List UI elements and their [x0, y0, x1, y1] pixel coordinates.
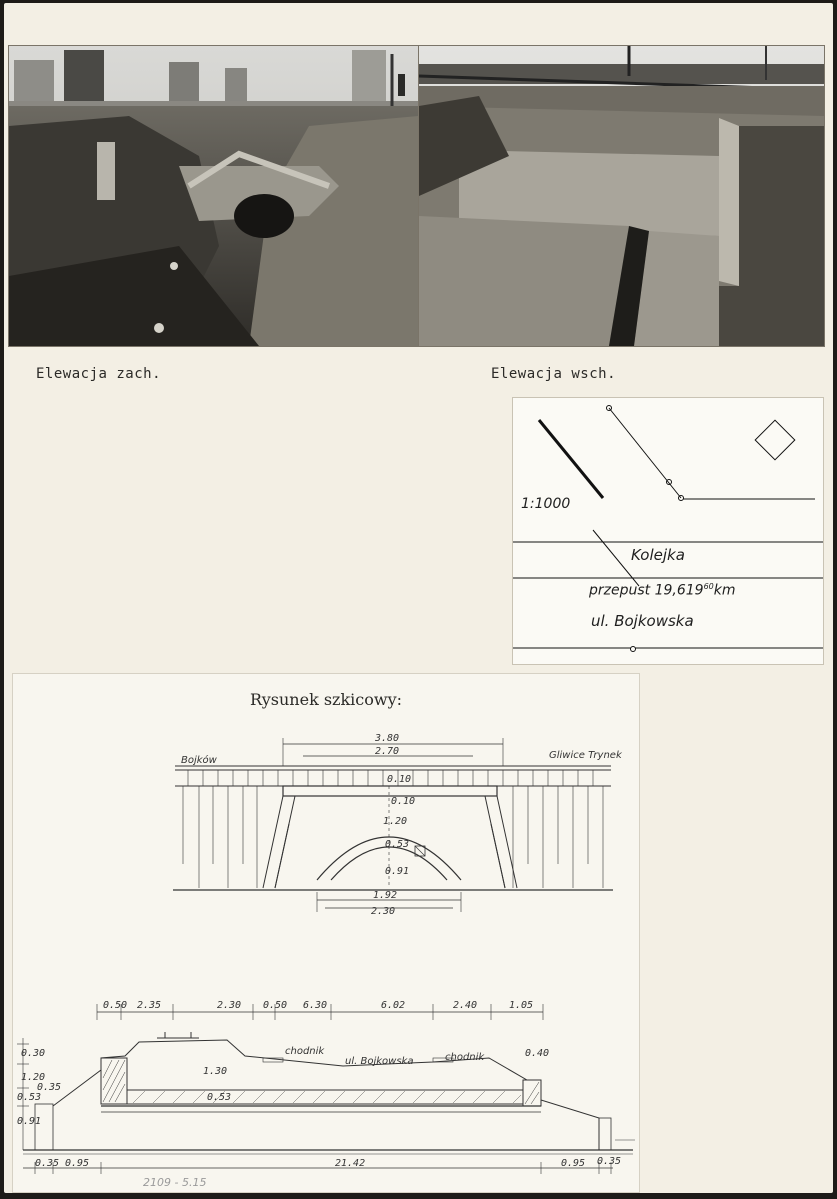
section-top-dim-3: 2.30 — [217, 1000, 242, 1011]
section-top-dim-1: 0.50 — [103, 1000, 128, 1011]
dim-arch-rise: 0.91 — [385, 866, 410, 877]
map-culvert-sup: 60 — [703, 582, 714, 591]
elevation-right-station: Gliwice Trynek — [549, 750, 622, 761]
sketch-drawing — [12, 673, 640, 1193]
map-culvert-symbol — [755, 420, 795, 460]
west-elevation-photo — [8, 45, 419, 347]
west-elevation-caption: Elewacja zach. — [36, 366, 162, 382]
cross-section-view — [17, 1004, 635, 1174]
section-bottom-dim-2: 0.95 — [65, 1158, 90, 1169]
section-street-label: ul. Bojkowska — [345, 1056, 414, 1067]
dim-deck-width: 2.70 — [375, 746, 400, 757]
archive-card — [4, 3, 833, 1193]
elevation-left-station: Bojków — [181, 755, 217, 766]
dim-arch-outer: 2.30 — [371, 906, 396, 917]
dim-clear-height: 1.20 — [383, 816, 408, 827]
section-left-dim-1: 0.30 — [21, 1048, 46, 1059]
map-street-label: ul. Bojkowska — [591, 612, 694, 630]
section-top-dim-4: 0.50 — [263, 1000, 288, 1011]
map-railway-line — [539, 420, 603, 498]
section-bottom-dim-3: 21.42 — [335, 1158, 366, 1169]
section-top-dim-8: 1.05 — [509, 1000, 534, 1011]
section-inner-slab: 0.53 — [207, 1092, 232, 1103]
section-sidewalk-right: chodnik — [445, 1052, 485, 1063]
map-culvert-label — [589, 582, 736, 599]
sketch-title: Rysunek szkicowy: — [249, 690, 403, 709]
section-left-dim-3: 0.35 — [37, 1082, 62, 1093]
dim-total-width: 3.80 — [375, 733, 400, 744]
east-elevation-photo — [418, 45, 825, 347]
section-bottom-dim-5: 0.35 — [597, 1156, 622, 1167]
dim-beam-thickness: 0.10 — [391, 796, 416, 807]
map-railway-label: Kolejka — [631, 546, 685, 564]
dim-arch-span: 1.92 — [373, 890, 398, 901]
map-scale: 1:1000 — [521, 496, 571, 512]
dim-arch-thickness: 0.53 — [385, 839, 410, 850]
section-left-dim-5: 0.91 — [17, 1116, 42, 1127]
section-top-dim-7: 2.40 — [453, 1000, 478, 1011]
map-culvert-unit: km — [713, 582, 736, 599]
section-inner-depth: 1.30 — [203, 1066, 228, 1077]
dim-deck-thickness: 0.10 — [387, 774, 412, 785]
section-left-dim-2: 1.20 — [21, 1072, 46, 1083]
section-top-dim-5: 6.30 — [303, 1000, 328, 1011]
pencil-note: 2109 - 5.15 — [143, 1176, 207, 1189]
section-left-dim-4: 0.53 — [17, 1092, 42, 1103]
section-sidewalk-left: chodnik — [285, 1046, 325, 1057]
section-top-dim-6: 6.02 — [381, 1000, 406, 1011]
map-culvert-text: przepust 19,619 — [589, 582, 704, 599]
east-elevation-caption: Elewacja wsch. — [491, 366, 617, 382]
section-bottom-dim-1: 0.35 — [35, 1158, 60, 1169]
section-right-edge: 0.40 — [525, 1048, 550, 1059]
location-map — [512, 397, 824, 665]
section-bottom-dim-4: 0.95 — [561, 1158, 586, 1169]
section-top-dim-2: 2.35 — [137, 1000, 162, 1011]
